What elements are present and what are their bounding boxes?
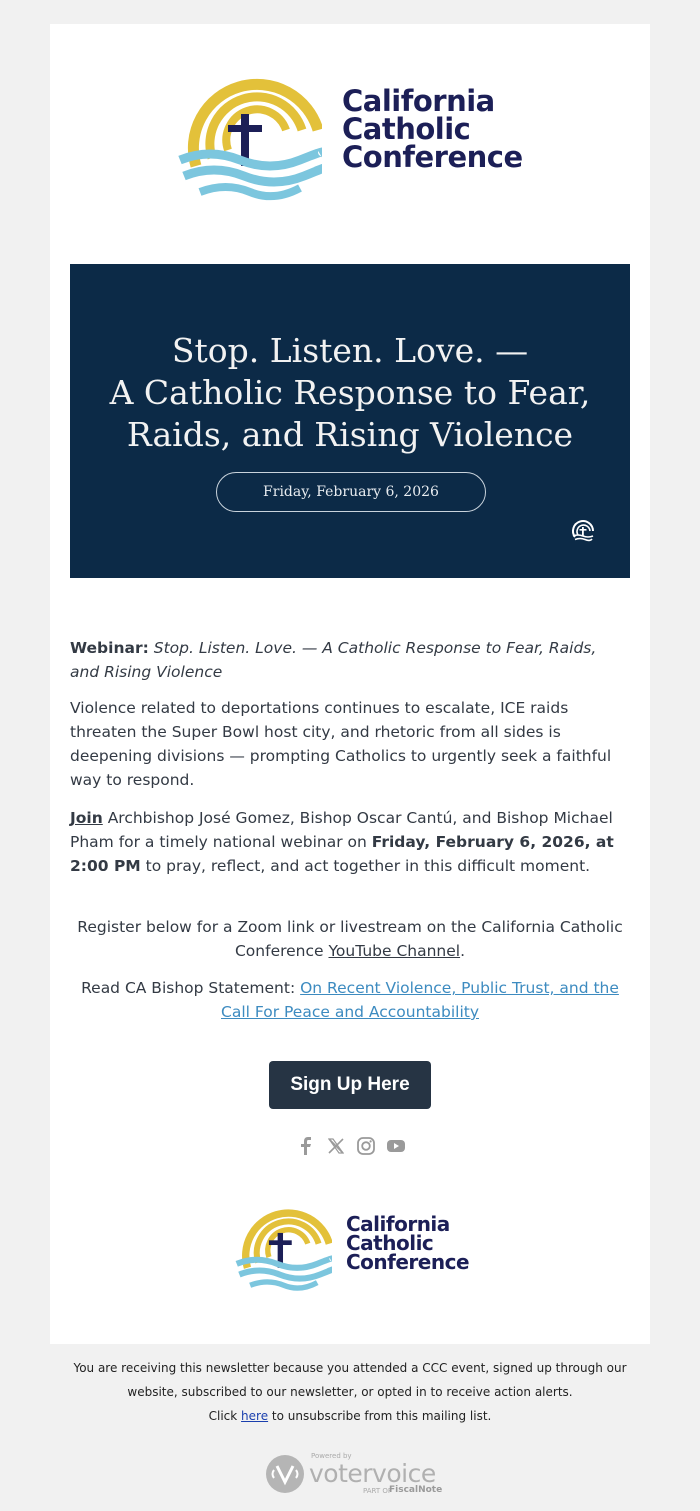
ccc-mark-icon <box>570 518 596 544</box>
webinar-label: Webinar: <box>70 639 149 657</box>
paragraph-1: Violence related to deportations continues to escalate, ICE raids threaten the Super Bowl host city, and rhetoric from all sides is deepening divisions — prompting Catholics to urgently seek a faithful way to respond. <box>70 699 612 789</box>
paragraph-statement <box>70 976 630 1024</box>
powered-by-label: Powered by <box>311 1452 352 1460</box>
youtube-channel-link[interactable]: YouTube Channel <box>328 942 461 960</box>
footer-line-1: You are receiving this newsletter because you attended a CCC event, signed up through our <box>73 1361 627 1375</box>
sign-up-button[interactable]: Sign Up Here <box>269 1061 431 1109</box>
footer-click: Click <box>208 1409 242 1423</box>
statement-label: Read CA Bishop Statement: <box>81 979 301 997</box>
brand-line-3: Conference <box>342 140 523 174</box>
footer-tail: to unsubscribe from this mailing list. <box>268 1409 492 1423</box>
fiscalnote-label: FiscalNote <box>389 1485 443 1495</box>
ccc-logo-top[interactable] <box>170 54 523 204</box>
footer-line-3 <box>0 1404 700 1428</box>
paragraph-context <box>70 696 630 792</box>
register-text: Register below for a Zoom link or livestream on the California Catholic Conference <box>77 918 623 960</box>
votervoice-wordmark: votervoice <box>309 1459 436 1488</box>
ccc-wordmark <box>342 84 523 174</box>
footer-line-2: website, subscribed to our newsletter, or opted in to receive action alerts. <box>127 1385 573 1399</box>
x-icon[interactable] <box>326 1136 346 1156</box>
hero-title-line-3: Raids, and Rising Violence <box>126 415 574 454</box>
paragraph-register <box>70 915 630 963</box>
votervoice-badge[interactable] <box>265 1452 443 1495</box>
brand-line-2: Catholic <box>342 112 471 146</box>
hero-banner[interactable] <box>70 264 630 578</box>
social-links <box>296 1136 406 1156</box>
brand-line-1: California <box>346 1211 450 1236</box>
ccc-emblem-icon <box>170 54 322 204</box>
ccc-logo-bottom[interactable] <box>230 1192 469 1294</box>
brand-line-3: Conference <box>346 1249 470 1274</box>
instagram-icon[interactable] <box>356 1136 376 1156</box>
webinar-heading <box>70 636 630 684</box>
ccc-wordmark <box>346 1211 470 1274</box>
unsubscribe-link[interactable]: here <box>241 1409 269 1423</box>
webinar-title: Stop. Listen. Love. — A Catholic Response to Fear, Raids, and Rising Violence <box>70 639 597 681</box>
facebook-icon[interactable] <box>296 1136 316 1156</box>
hero-date-pill: Friday, February 6, 2026 <box>216 472 486 512</box>
register-tail: . <box>460 942 466 960</box>
part-of-label: PART OF <box>363 1487 392 1495</box>
footer <box>0 1356 700 1428</box>
statement-link[interactable]: On Recent Violence, Public Trust, and the Call For Peace and Accountability <box>221 979 619 1021</box>
brand-line-1: California <box>342 84 495 118</box>
votervoice-logo-icon <box>265 1454 305 1494</box>
hero-title <box>70 330 630 456</box>
join-text: Archbishop José Gomez, Bishop Oscar Cantú, and Bishop Michael Pham for a timely national webinar on <box>70 809 613 851</box>
hero-title-line-1: Stop. Listen. Love. — <box>171 331 529 370</box>
join-link[interactable]: Join <box>70 809 103 827</box>
join-tail: to pray, reflect, and act together in this difficult moment. <box>140 857 591 875</box>
paragraph-join <box>70 806 630 878</box>
ccc-emblem-icon <box>230 1192 332 1294</box>
join-date: Friday, February 6, 2026, at 2:00 PM <box>70 833 614 875</box>
hero-title-line-2: A Catholic Response to Fear, <box>109 373 591 412</box>
brand-line-2: Catholic <box>346 1230 434 1255</box>
youtube-icon[interactable] <box>386 1136 406 1156</box>
email-card <box>50 24 650 1344</box>
